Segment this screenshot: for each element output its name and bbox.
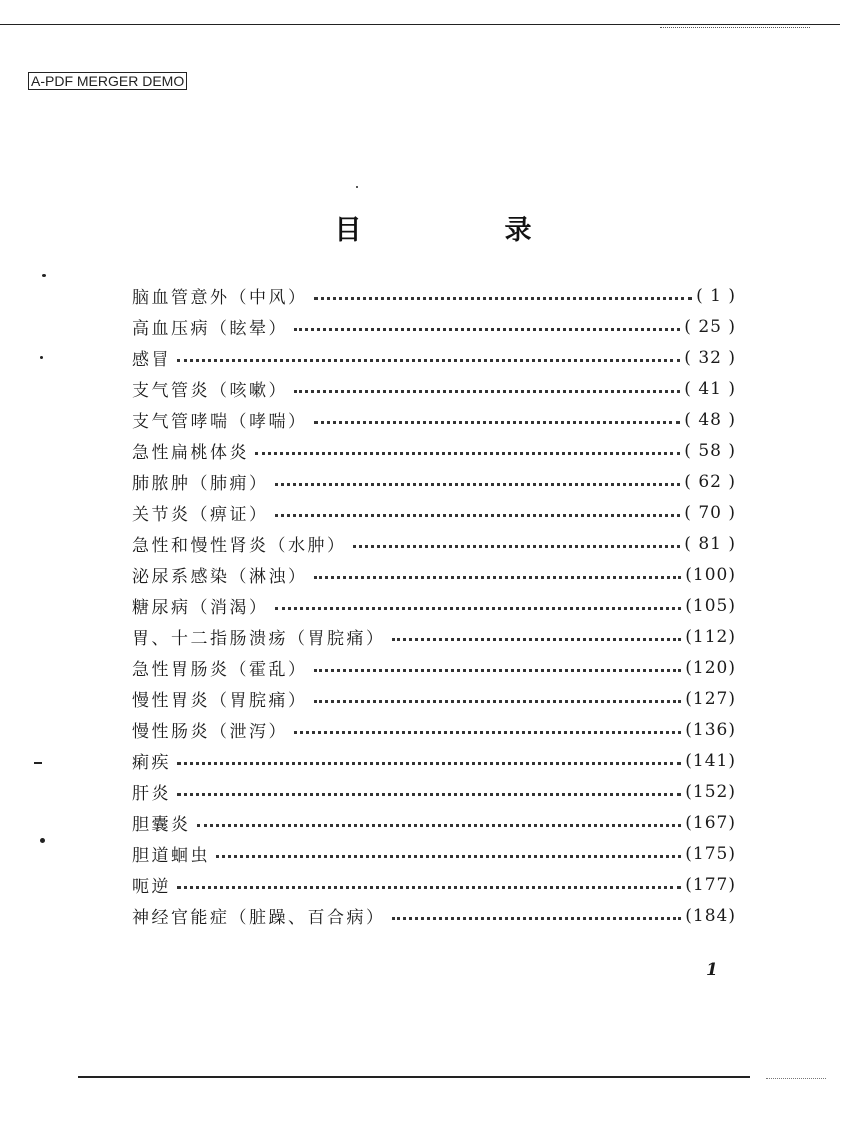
toc-entry-page: (112) (685, 626, 736, 647)
toc-entry-title: 关节炎（痹证） (132, 505, 269, 525)
toc-entry (132, 342, 736, 373)
toc-entry-page: (136) (685, 719, 736, 740)
toc-dot-leader (216, 855, 681, 858)
toc-dot-leader (294, 328, 680, 331)
toc-entry-title: 肺脓肿（肺痈） (132, 474, 269, 494)
toc-entry (132, 311, 736, 342)
page-title: 目 录 (334, 215, 590, 246)
top-rule-fragment (660, 27, 810, 28)
toc-entry-page: ( 81 ) (684, 533, 736, 554)
toc-dot-leader (177, 886, 681, 889)
toc-entry (132, 435, 736, 466)
toc-dot-leader (255, 452, 680, 455)
toc-entry (132, 404, 736, 435)
toc-dot-leader (314, 669, 682, 672)
toc-dot-leader (197, 824, 682, 827)
toc-entry (132, 373, 736, 404)
toc-entry (132, 280, 736, 311)
toc-entry-page: ( 25 ) (684, 316, 736, 337)
toc-entry (132, 683, 736, 714)
toc-entry-page: (127) (685, 688, 736, 709)
toc-entry-page: (105) (685, 595, 736, 616)
toc-entry (132, 714, 736, 745)
toc-entry-page: ( 48 ) (684, 409, 736, 430)
toc-entry-page: ( 70 ) (684, 502, 736, 523)
toc-entry-title: 肝炎 (132, 784, 171, 804)
toc-entry (132, 559, 736, 590)
scan-speck (356, 186, 358, 188)
toc-entry-title: 胆囊炎 (132, 815, 191, 835)
table-of-contents (132, 280, 736, 931)
toc-entry-page: ( 41 ) (684, 378, 736, 399)
scan-speck (40, 356, 43, 359)
toc-entry-page: (167) (685, 812, 736, 833)
toc-entry-title: 痢疾 (132, 753, 171, 773)
toc-dot-leader (294, 390, 680, 393)
toc-entry-page: (175) (685, 843, 736, 864)
toc-entry-title: 慢性肠炎（泄泻） (132, 722, 288, 742)
toc-entry-page: ( 1 ) (696, 285, 736, 306)
toc-dot-leader (294, 731, 681, 734)
toc-entry-title: 感冒 (132, 350, 171, 370)
toc-entry-title: 脑血管意外（中风） (132, 288, 308, 308)
scan-speck (42, 274, 46, 277)
toc-entry-page: ( 32 ) (684, 347, 736, 368)
toc-dot-leader (353, 545, 681, 548)
toc-dot-leader (314, 700, 682, 703)
toc-entry (132, 776, 736, 807)
toc-dot-leader (392, 917, 682, 920)
toc-entry-title: 胆道蛔虫 (132, 846, 210, 866)
toc-dot-leader (392, 638, 682, 641)
toc-entry-page: (141) (685, 750, 736, 771)
toc-entry-title: 支气管炎（咳嗽） (132, 381, 288, 401)
toc-entry (132, 745, 736, 776)
toc-entry-title: 高血压病（眩晕） (132, 319, 288, 339)
toc-entry-title: 急性和慢性肾炎（水肿） (132, 536, 347, 556)
toc-dot-leader (177, 793, 681, 796)
toc-entry (132, 497, 736, 528)
bottom-rule (78, 1076, 750, 1078)
toc-entry-title: 急性扁桃体炎 (132, 443, 249, 463)
toc-entry-title: 泌尿系感染（淋浊） (132, 567, 308, 587)
watermark: A-PDF MERGER DEMO (28, 72, 187, 90)
toc-entry (132, 838, 736, 869)
toc-dot-leader (314, 297, 693, 300)
toc-dot-leader (314, 421, 681, 424)
toc-dot-leader (275, 514, 681, 517)
toc-entry-page: (100) (685, 564, 736, 585)
toc-entry (132, 900, 736, 931)
toc-entry (132, 807, 736, 838)
toc-entry (132, 652, 736, 683)
toc-entry-page: (177) (685, 874, 736, 895)
toc-entry-page: (152) (685, 781, 736, 802)
toc-entry-title: 糖尿病（消渴） (132, 598, 269, 618)
toc-entry (132, 528, 736, 559)
toc-dot-leader (275, 607, 682, 610)
toc-entry-title: 神经官能症（脏躁、百合病） (132, 908, 386, 928)
toc-entry-title: 慢性胃炎（胃脘痛） (132, 691, 308, 711)
toc-entry-title: 支气管哮喘（哮喘） (132, 412, 308, 432)
toc-dot-leader (314, 576, 682, 579)
top-rule (0, 24, 840, 25)
page-number: 1 (706, 960, 718, 980)
toc-dot-leader (177, 359, 680, 362)
toc-entry-page: ( 62 ) (684, 471, 736, 492)
toc-dot-leader (177, 762, 681, 765)
toc-entry (132, 621, 736, 652)
toc-dot-leader (275, 483, 681, 486)
bottom-rule-fragment (766, 1078, 826, 1079)
toc-entry (132, 869, 736, 900)
scan-speck (40, 838, 45, 843)
toc-entry-title: 急性胃肠炎（霍乱） (132, 660, 308, 680)
toc-entry (132, 466, 736, 497)
toc-entry-page: (184) (685, 905, 736, 926)
toc-entry-page: (120) (685, 657, 736, 678)
toc-entry-title: 胃、十二指肠溃疡（胃脘痛） (132, 629, 386, 649)
toc-entry-page: ( 58 ) (684, 440, 736, 461)
toc-entry-title: 呃逆 (132, 877, 171, 897)
toc-entry (132, 590, 736, 621)
scan-speck (34, 762, 42, 764)
